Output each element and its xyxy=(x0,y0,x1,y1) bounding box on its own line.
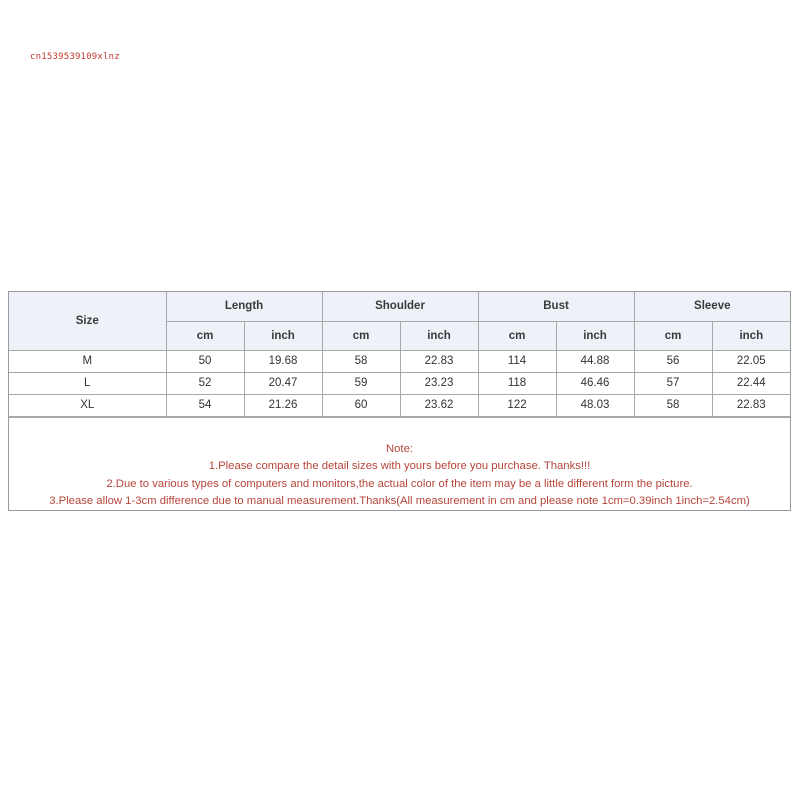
unit-header-inch: inch xyxy=(400,321,478,350)
table-cell: 22.83 xyxy=(712,394,790,416)
watermark-id: cn1539539109xlnz xyxy=(30,52,120,62)
table-cell: 60 xyxy=(322,394,400,416)
table-cell: 54 xyxy=(166,394,244,416)
table-row xyxy=(9,350,790,372)
table-cell: 46.46 xyxy=(556,372,634,394)
size-label: XL xyxy=(9,394,166,416)
table-cell: 122 xyxy=(478,394,556,416)
table-cell: 20.47 xyxy=(244,372,322,394)
table-row xyxy=(9,372,790,394)
table-cell: 114 xyxy=(478,350,556,372)
table-cell: 44.88 xyxy=(556,350,634,372)
note-line-2: 2.Due to various types of computers and monitors,the actual color of the item may be a little different form the picture. xyxy=(106,477,693,490)
table-cell: 22.05 xyxy=(712,350,790,372)
table-cell: 118 xyxy=(478,372,556,394)
unit-header-inch: inch xyxy=(244,321,322,350)
size-table xyxy=(9,292,790,417)
size-label: L xyxy=(9,372,166,394)
table-cell: 57 xyxy=(634,372,712,394)
table-cell: 48.03 xyxy=(556,394,634,416)
table-cell: 22.44 xyxy=(712,372,790,394)
table-cell: 21.26 xyxy=(244,394,322,416)
unit-header-inch: inch xyxy=(712,321,790,350)
table-cell: 58 xyxy=(634,394,712,416)
table-cell: 52 xyxy=(166,372,244,394)
size-label: M xyxy=(9,350,166,372)
note-line-1: 1.Please compare the detail sizes with yours before you purchase. Thanks!!! xyxy=(208,460,591,472)
note-line-3: 3.Please allow 1-3cm difference due to manual measurement.Thanks(All measurement in cm and please note 1cm=0.39inch 1inch=2.54cm) xyxy=(49,495,750,507)
note-title: Note: xyxy=(385,442,413,455)
table-cell: 19.68 xyxy=(244,350,322,372)
note-section xyxy=(9,417,790,510)
bust-group-header: Bust xyxy=(478,292,634,321)
table-cell: 22.83 xyxy=(400,350,478,372)
unit-header-cm: cm xyxy=(322,321,400,350)
table-cell: 56 xyxy=(634,350,712,372)
table-cell: 59 xyxy=(322,372,400,394)
table-cell: 23.62 xyxy=(400,394,478,416)
size-chart xyxy=(8,291,791,511)
length-group-header: Length xyxy=(166,292,322,321)
table-cell: 50 xyxy=(166,350,244,372)
unit-header-cm: cm xyxy=(634,321,712,350)
unit-header-cm: cm xyxy=(478,321,556,350)
table-row xyxy=(9,394,790,416)
sleeve-group-header: Sleeve xyxy=(634,292,790,321)
unit-header-inch: inch xyxy=(556,321,634,350)
shoulder-group-header: Shoulder xyxy=(322,292,478,321)
table-cell: 58 xyxy=(322,350,400,372)
unit-header-cm: cm xyxy=(166,321,244,350)
size-column-header: Size xyxy=(9,292,166,350)
table-cell: 23.23 xyxy=(400,372,478,394)
